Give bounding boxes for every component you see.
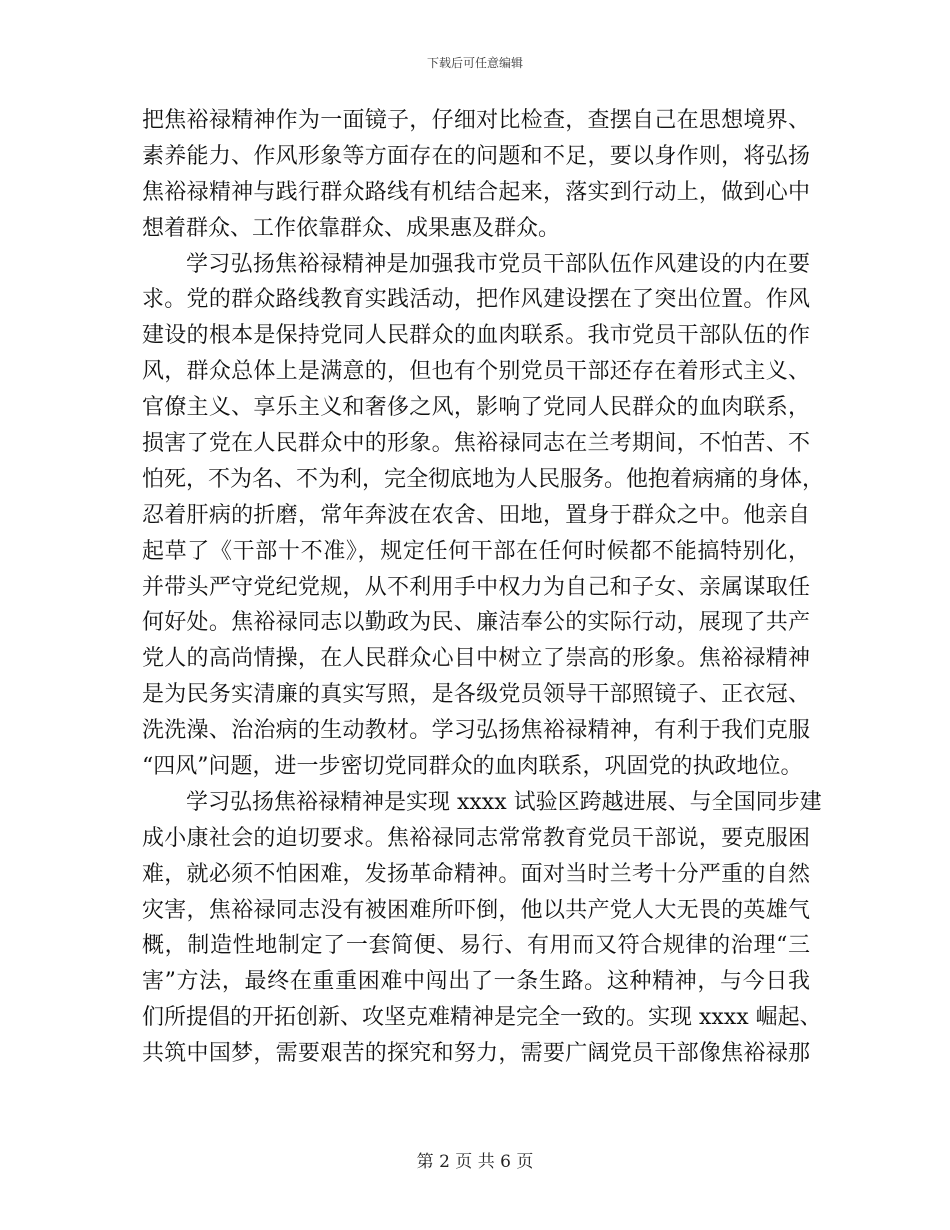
text-line: 党人的高尚情操，在人民群众心目中树立了崇高的形象。焦裕禄精神 [142,646,810,672]
text-line: 官僚主义、享乐主义和奢侈之风，影响了党同人民群众的血肉联系， [142,395,810,421]
text-line: “四风”问题，进一步密切党同群众的血肉联系，巩固党的执政地位。 [142,754,803,780]
text-line: 损害了党在人民群众中的形象。焦裕禄同志在兰考期间，不怕苦、不 [142,431,810,457]
text-line: 成小康社会的迫切要求。焦裕禄同志常常教育党员干部说，要克服困 [142,825,810,851]
page-header: 下载后可任意编辑 [426,56,523,70]
text-line: 并带头严守党纪党规，从不利用手中权力为自己和子女、亲属谋取任 [142,574,810,600]
text-line: 们所提倡的开拓创新、攻坚克难精神是完全一致的。实现 xxxx 崛起、 [142,1005,822,1031]
text-line: 求。党的群众路线教育实践活动，把作风建设摆在了突出位置。作风 [142,287,810,313]
text-line: 把焦裕禄精神作为一面镜子，仔细对比检查，查摆自己在思想境界、 [142,108,810,133]
text-line: 难，就必须不怕困难，发扬革命精神。面对当时兰考十分严重的自然 [142,861,810,887]
text-line: 想着群众、工作依靠群众、成果惠及群众。 [142,215,561,241]
text-line: 起草了《干部十不准》，规定任何干部在任何时候都不能搞特别化， [142,538,810,564]
text-line: 何好处。焦裕禄同志以勤政为民、廉洁奉公的实际行动，展现了共产 [142,610,810,636]
page-footer: 第 2 页 共 6 页 [416,1152,534,1172]
text-line: 学习弘扬焦裕禄精神是加强我市党员干部队伍作风建设的内在要 [186,251,810,277]
text-line: 学习弘扬焦裕禄精神是实现 xxxx 试验区跨越进展、与全国同步建 [186,789,822,815]
text-line: 共筑中国梦，需要艰苦的探究和努力，需要广阔党员干部像焦裕禄那 [142,1041,810,1067]
text-line: 素养能力、作风形象等方面存在的问题和不足，要以身作则，将弘扬 [142,143,810,169]
document-body [142,103,825,1072]
text-line: 建设的根本是保持党同人民群众的血肉联系。我市党员干部队伍的作 [142,323,810,349]
text-line: 灾害，焦裕禄同志没有被困难所吓倒，他以共产党人大无畏的英雄气 [142,897,810,923]
text-line: 洗洗澡、治治病的生动教材。学习弘扬焦裕禄精神，有利于我们克服 [142,718,810,744]
text-line: 害”方法，最终在重重困难中闯出了一条生路。这种精神，与今日我 [142,969,810,995]
text-line: 风，群众总体上是满意的，但也有个别党员干部还存在着形式主义、 [142,359,810,385]
text-line: 焦裕禄精神与践行群众路线有机结合起来，落实到行动上，做到心中 [142,179,810,205]
text-line: 是为民务实清廉的真实写照，是各级党员领导干部照镜子、正衣冠、 [142,682,810,708]
text-line: 怕死，不为名、不为利，完全彻底地为人民服务。他抱着病痛的身体， [142,466,825,492]
text-line: 概，制造性地制定了一套简便、易行、有用而又符合规律的治理“三 [142,933,810,959]
text-line: 忍着肝病的折磨，常年奔波在农舍、田地，置身于群众之中。他亲自 [142,502,810,528]
